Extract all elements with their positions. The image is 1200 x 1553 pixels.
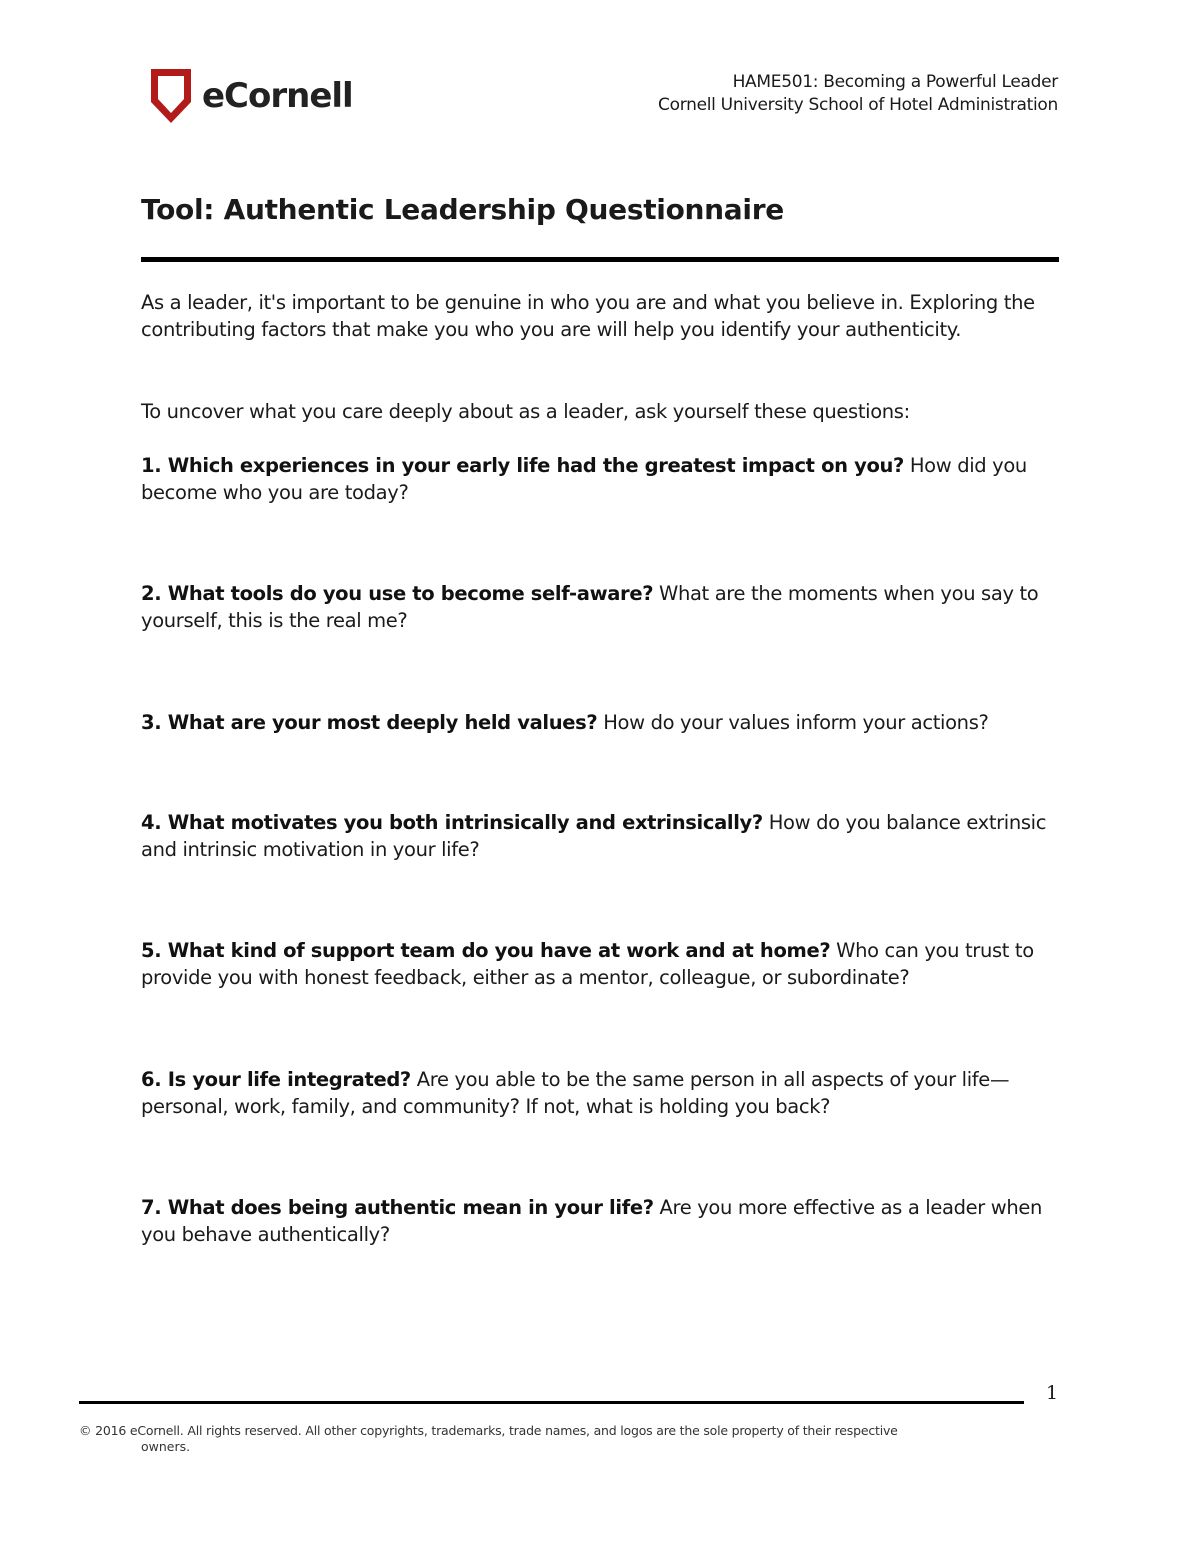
question-6-detail: Are you able to be the same person in all aspects of your life—personal, work, family, and community? If not, what is holding you back? [141, 1068, 1010, 1118]
question-4-prompt: 4. What motivates you both intrinsically and extrinsically? [141, 811, 763, 834]
question-1-prompt: 1. Which experiences in your early life had the greatest impact on you? [141, 454, 904, 477]
question-7-detail: Are you more effective as a leader when you behave authentically? [141, 1196, 1043, 1246]
lead-in-paragraph: To uncover what you care deeply about as a leader, ask yourself these questions: [141, 400, 910, 423]
question-1-detail: How did you become who you are today? [141, 454, 1027, 504]
copyright-notice [79, 1423, 1024, 1455]
footer-divider [79, 1401, 1024, 1404]
question-5-detail: Who can you trust to provide you with honest feedback, either as a mentor, colleague, or subordinate? [141, 939, 1034, 989]
question-6 [141, 1066, 1066, 1120]
question-1 [141, 452, 1066, 506]
cornell-shield-icon [150, 68, 192, 124]
question-5-prompt: 5. What kind of support team do you have at work and at home? [141, 939, 831, 962]
logo-wordmark: eCornell [202, 76, 353, 116]
question-6-prompt: 6. Is your life integrated? [141, 1068, 411, 1091]
question-3 [141, 709, 1066, 736]
title-divider [141, 257, 1059, 262]
question-2-prompt: 2. What tools do you use to become self-aware? [141, 582, 654, 605]
page-number: 1 [1046, 1382, 1059, 1404]
course-title: HAME501: Becoming a Powerful Leader [732, 72, 1058, 92]
question-2-detail: What are the moments when you say to yourself, this is the real me? [141, 582, 1039, 632]
copyright-line-2: owners. [141, 1439, 191, 1454]
school-name: Cornell University School of Hotel Administration [658, 95, 1058, 115]
question-3-detail: How do your values inform your actions? [597, 711, 989, 734]
question-4 [141, 809, 1066, 863]
question-4-detail: How do you balance extrinsic and intrinsic motivation in your life? [141, 811, 1047, 861]
question-3-prompt: 3. What are your most deeply held values? [141, 711, 598, 734]
intro-paragraph: As a leader, it's important to be genuine in who you are and what you believe in. Exploring the contributing factors that make you who you are will help you identify your authenticity. [141, 291, 1035, 341]
question-7-prompt: 7. What does being authentic mean in your life? [141, 1196, 654, 1219]
ecornell-logo [150, 68, 353, 124]
document-title: Tool: Authentic Leadership Questionnaire [141, 193, 784, 226]
question-2 [141, 580, 1066, 634]
document-header-info [658, 71, 1058, 117]
question-7 [141, 1194, 1066, 1248]
question-5 [141, 937, 1066, 991]
copyright-line-1: © 2016 eCornell. All rights reserved. All other copyrights, trademarks, trade names, and logos are the sole property of their respective [79, 1423, 898, 1438]
